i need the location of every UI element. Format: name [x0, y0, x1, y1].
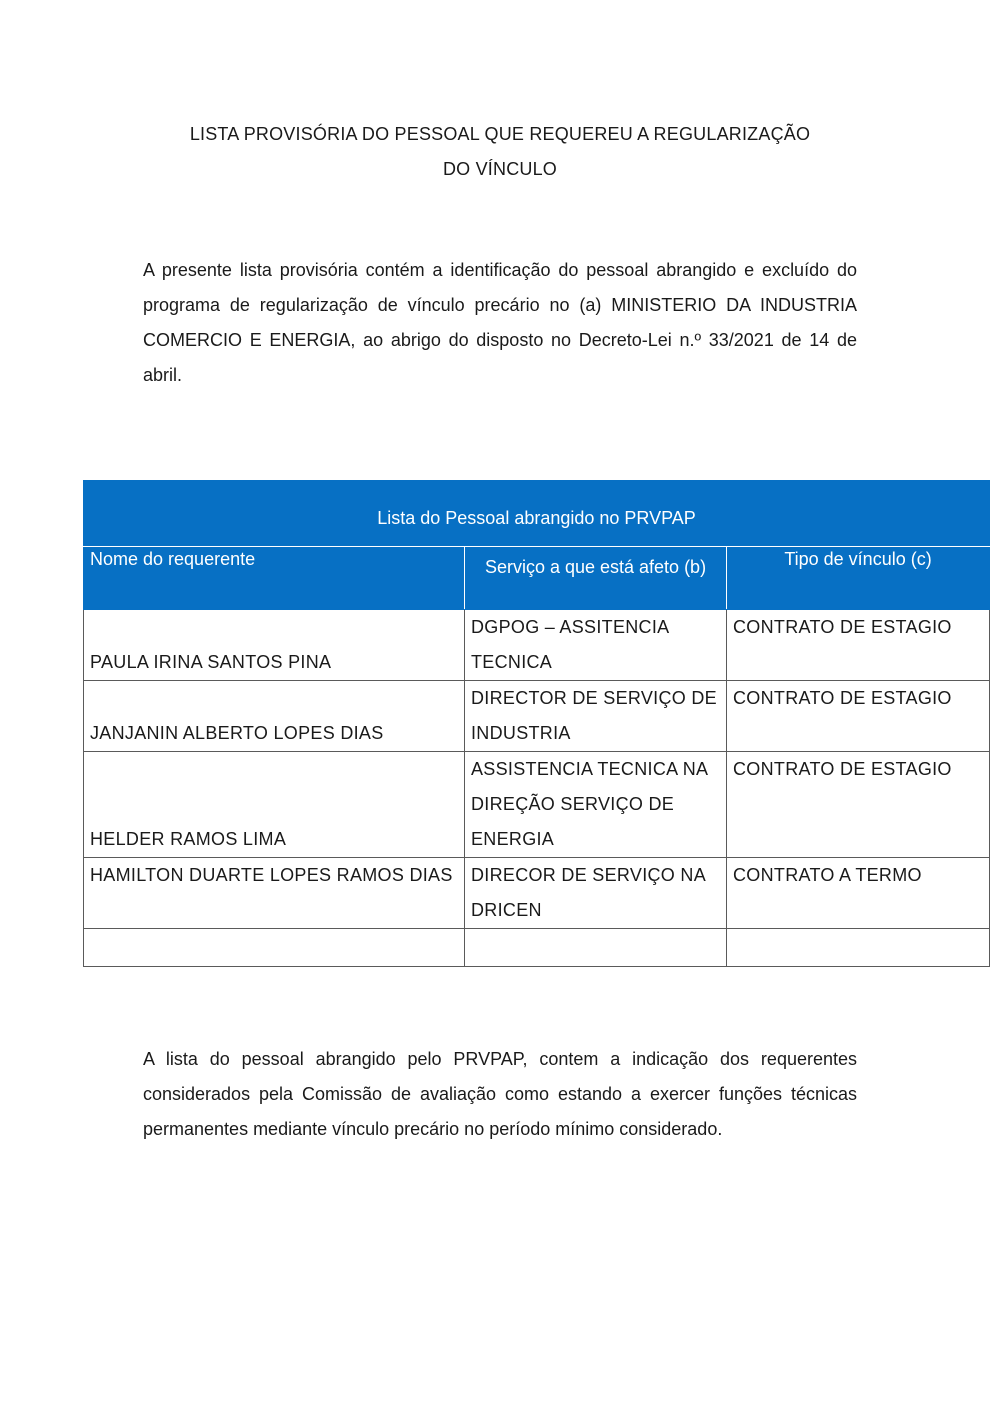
table-title-row [84, 481, 990, 547]
cell-servico: DGPOG – ASSITENCIA TECNICA [465, 610, 727, 681]
personnel-table [83, 480, 990, 967]
cell-nome: PAULA IRINA SANTOS PINA [84, 610, 465, 681]
cell-empty [465, 929, 727, 967]
intro-text-after: , ao abrigo do disposto no Decreto-Lei n.º 33/2021 de 14 de abril. [143, 330, 857, 385]
cell-servico: DIRECOR DE SERVIÇO NA DRICEN [465, 858, 727, 929]
cell-nome: JANJANIN ALBERTO LOPES DIAS [84, 681, 465, 752]
table-row [84, 752, 990, 858]
cell-servico: ASSISTENCIA TECNICA NA DIREÇÃO SERVIÇO DE ENERGIA [465, 752, 727, 858]
header-servico: Serviço a que está afeto (b) [465, 547, 727, 610]
intro-paragraph [143, 253, 857, 393]
header-nome: Nome do requerente [84, 547, 465, 610]
table-empty-row [84, 929, 990, 967]
table-title: Lista do Pessoal abrangido no PRVPAP [84, 481, 990, 547]
document-title-line-2: DO VÍNCULO [442, 159, 558, 179]
document-title [140, 117, 860, 187]
cell-empty [727, 929, 990, 967]
table-row [84, 858, 990, 929]
table-row [84, 610, 990, 681]
cell-empty [84, 929, 465, 967]
intro-entity: MINISTERIO DA INDUSTRIA COMERCIO E ENERGIA [143, 295, 858, 350]
cell-servico: DIRECTOR DE SERVIÇO DE INDUSTRIA [465, 681, 727, 752]
table-row [84, 681, 990, 752]
table-header-row [84, 547, 990, 610]
intro-text-before: A presente lista provisória contém a identificação do pessoal abrangido e excluído do programa de regularização de vínculo precário no (a) [143, 260, 857, 315]
cell-nome: HAMILTON DUARTE LOPES RAMOS DIAS [84, 858, 465, 929]
cell-tipo: CONTRATO DE ESTAGIO [727, 610, 990, 681]
closing-paragraph: A lista do pessoal abrangido pelo PRVPAP, contem a indicação dos requerentes considerados pela Comissão de avaliação como estando a exercer funções técnicas permanentes mediante vínculo precário no período mínimo considerado. [143, 1049, 857, 1139]
cell-tipo: CONTRATO DE ESTAGIO [727, 681, 990, 752]
header-tipo: Tipo de vínculo (c) [727, 547, 990, 610]
document-title-line-1: LISTA PROVISÓRIA DO PESSOAL QUE REQUEREU A REGULARIZAÇÃO [189, 124, 811, 144]
cell-tipo: CONTRATO DE ESTAGIO [727, 752, 990, 858]
cell-tipo: CONTRATO A TERMO [727, 858, 990, 929]
cell-nome: HELDER RAMOS LIMA [84, 752, 465, 858]
